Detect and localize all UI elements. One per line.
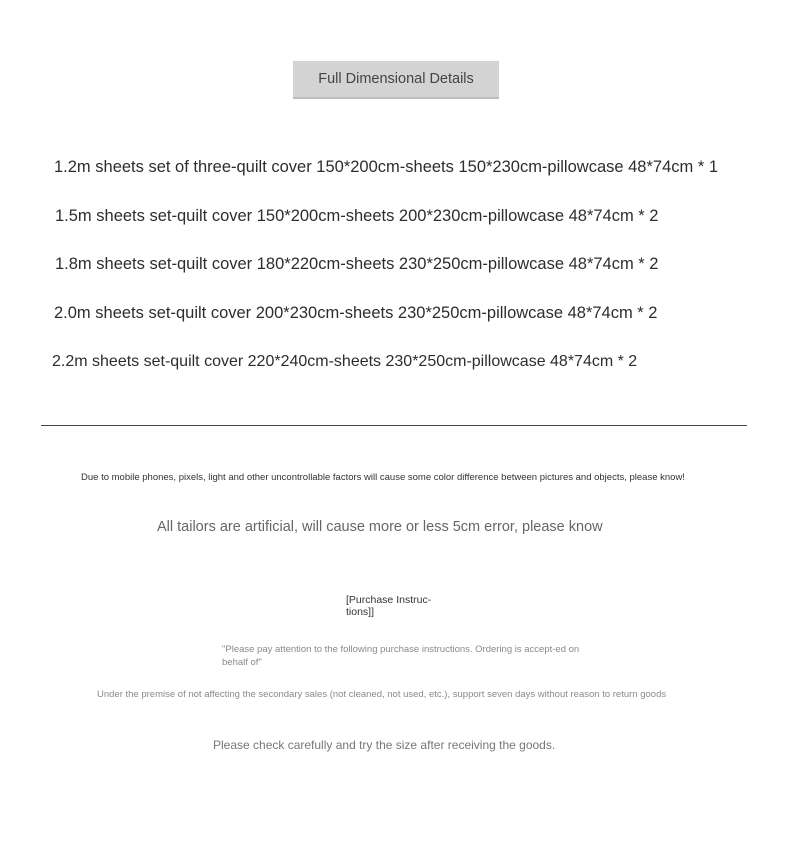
- size-line-1-5m: 1.5m sheets set-quilt cover 150*200cm-sheets 200*230cm-pillowcase 48*74cm * 2: [55, 207, 659, 225]
- size-line-2-2m: 2.2m sheets set-quilt cover 220*240cm-sheets 230*250cm-pillowcase 48*74cm * 2: [52, 353, 638, 370]
- check-size-note: Please check carefully and try the size after receiving the goods.: [213, 738, 556, 752]
- size-line-1-2m: 1.2m sheets set of three-quilt cover 150*200cm-sheets 150*230cm-pillowcase 48*74cm * 1: [54, 158, 719, 176]
- color-difference-note: Due to mobile phones, pixels, light and other uncontrollable factors will cause some color difference between pictures and objects, please know!: [81, 472, 685, 483]
- purchase-attention-note: "Please pay attention to the following purchase instructions. Ordering is accept-ed on behalf of": [222, 644, 580, 668]
- section-divider: [41, 425, 747, 426]
- section-title: Full Dimensional Details: [318, 71, 474, 87]
- return-policy-note: Under the premise of not affecting the secondary sales (not cleaned, not used, etc.), support seven days without reason to return goods: [97, 689, 667, 700]
- section-title-box: [293, 61, 499, 99]
- size-line-2-0m: 2.0m sheets set-quilt cover 200*230cm-sheets 230*250cm-pillowcase 48*74cm * 2: [54, 304, 658, 322]
- tailor-error-note: All tailors are artificial, will cause more or less 5cm error, please know: [157, 519, 603, 535]
- size-line-1-8m: 1.8m sheets set-quilt cover 180*220cm-sheets 230*250cm-pillowcase 48*74cm * 2: [55, 255, 659, 273]
- purchase-instructions-title: [Purchase Instruc-tions]]: [346, 594, 432, 618]
